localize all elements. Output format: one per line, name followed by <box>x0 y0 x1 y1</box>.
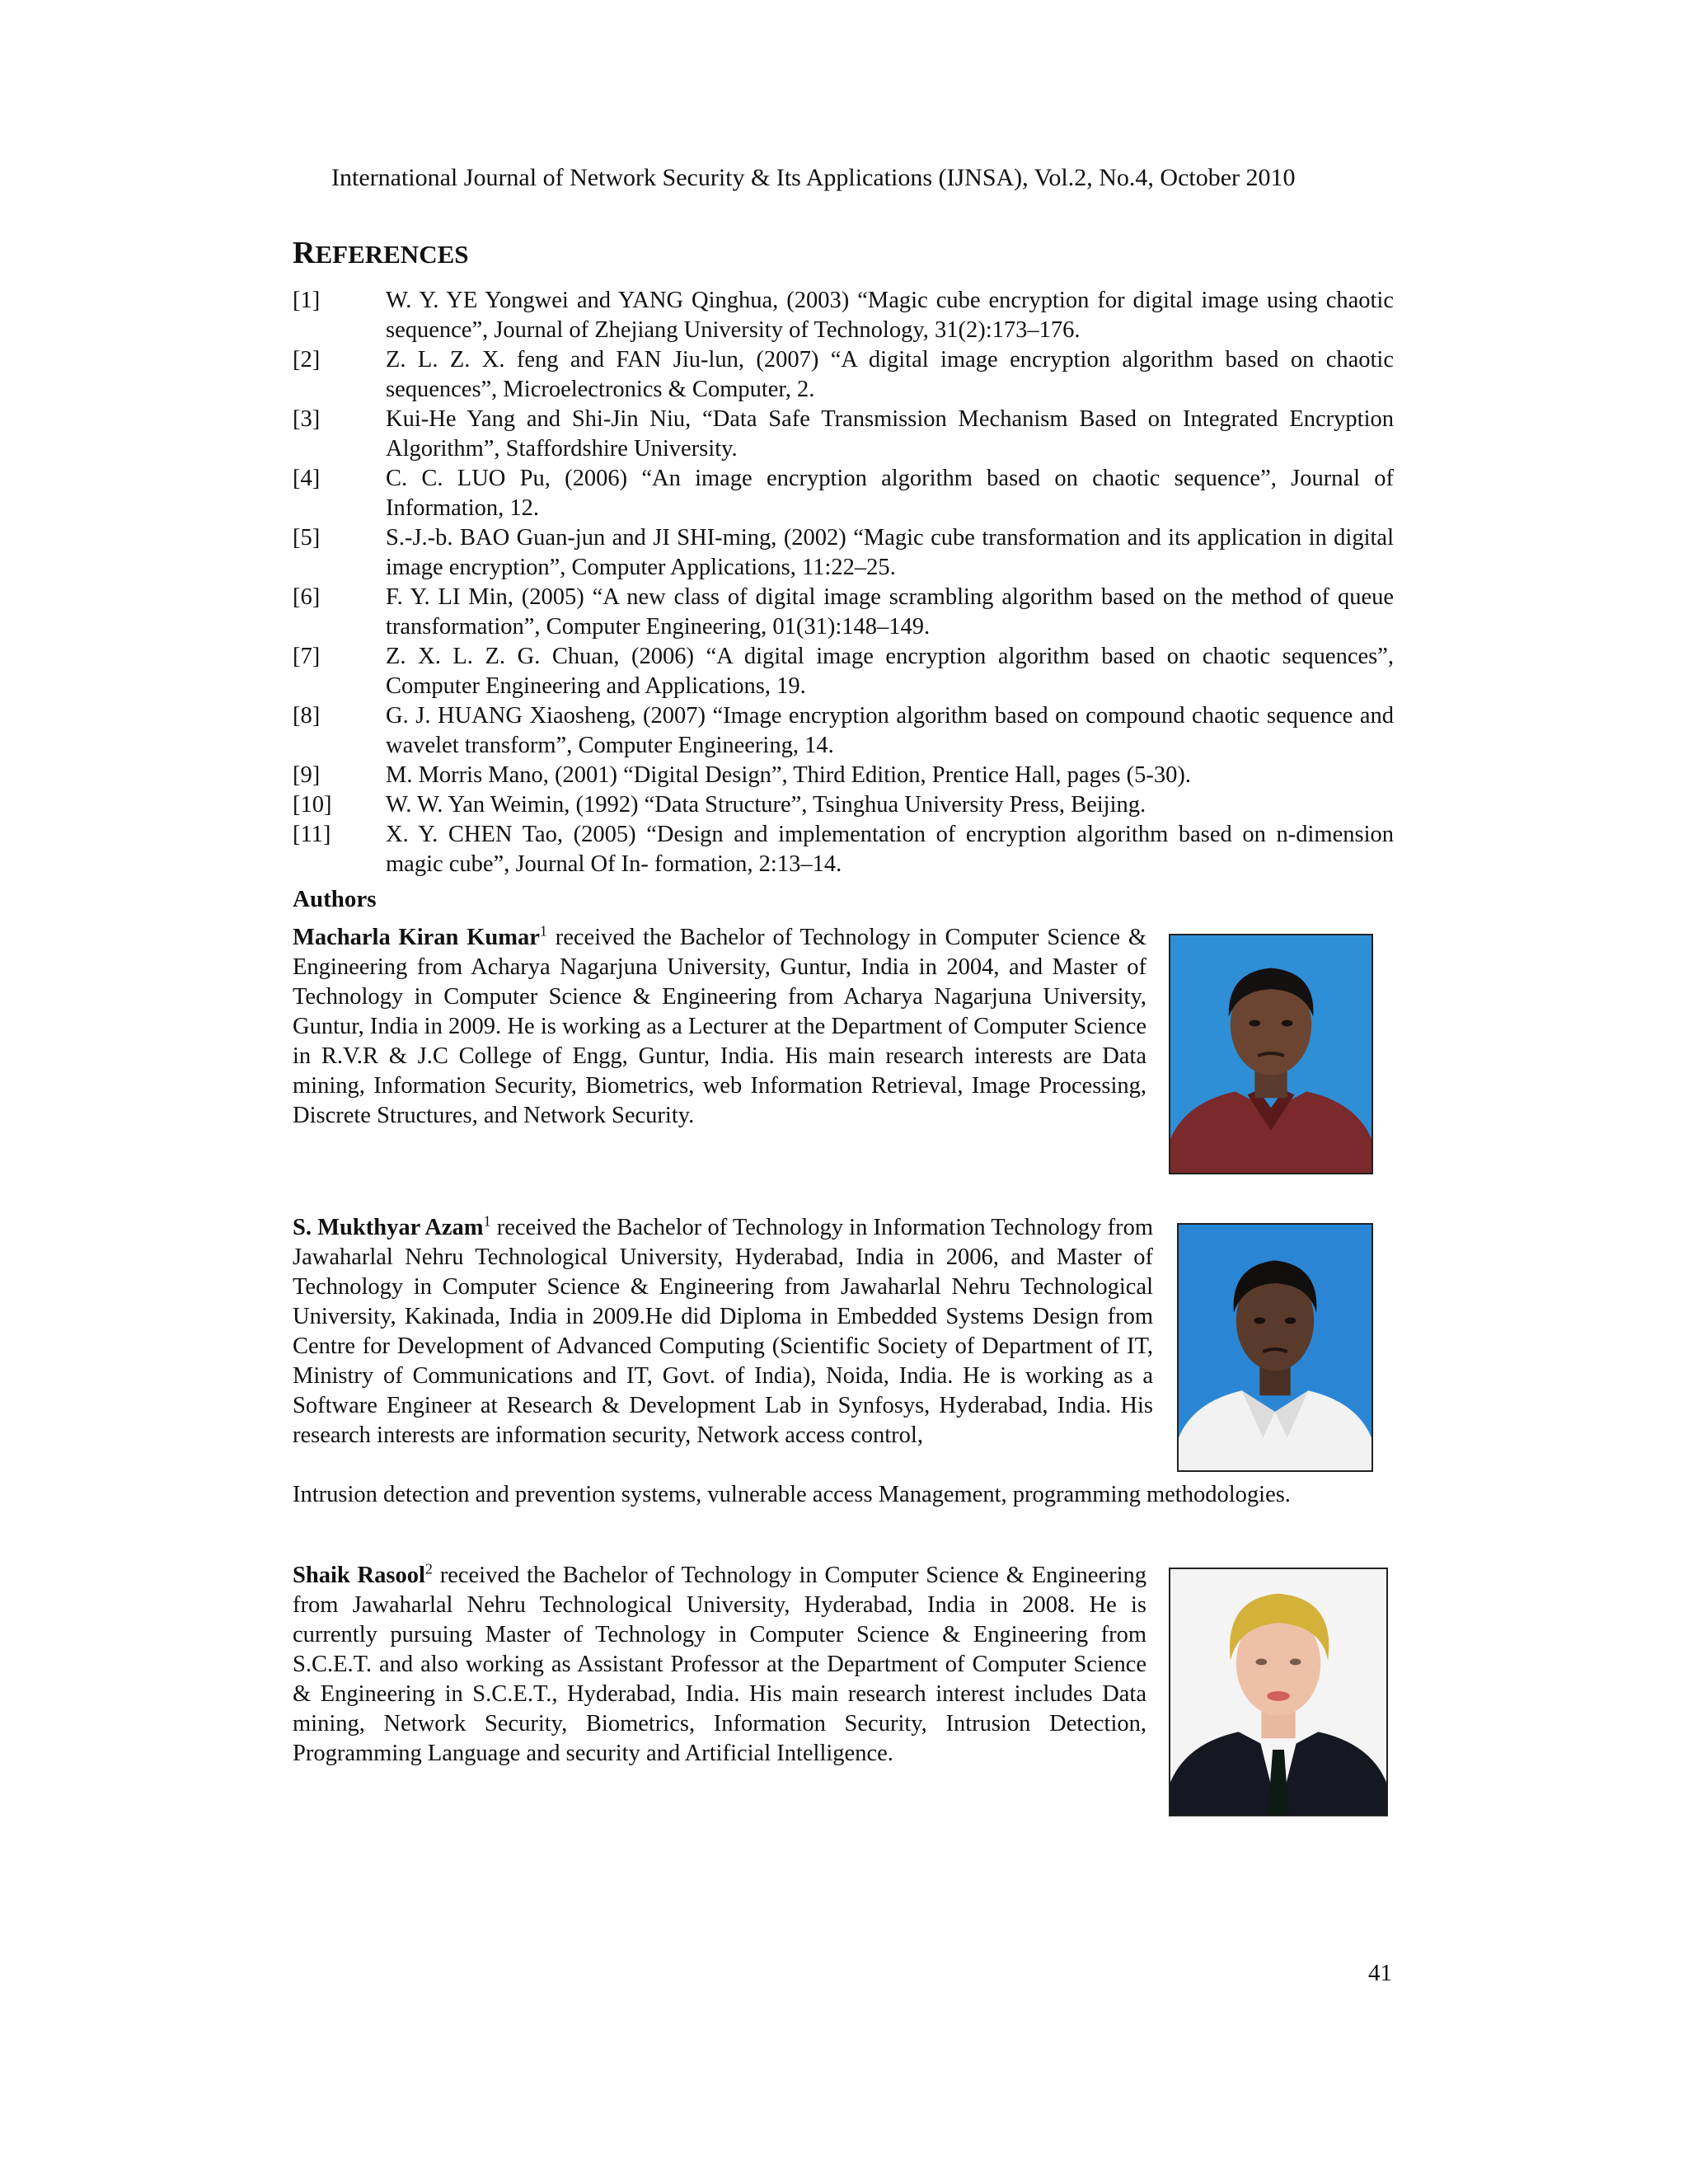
references-heading-initial: R <box>293 236 316 270</box>
portrait-image <box>1170 1569 1386 1815</box>
reference-item <box>293 523 1394 583</box>
reference-text: C. C. LUO Pu, (2006) “An image encryption algorithm based on chaotic sequence”, Journal of Information, 12. <box>386 466 1394 521</box>
reference-text: Kui-He Yang and Shi-Jin Niu, “Data Safe Transmission Mechanism Based on Integrated Encryption Algorithm”, Staffordshire University. <box>386 406 1394 462</box>
references-heading <box>293 232 469 275</box>
reference-number: [7] <box>293 644 321 669</box>
reference-item <box>293 642 1394 701</box>
author-bio-text: received the Bachelor of Technology in Information Technology from Jawaharlal Nehru Technological University, Hyderabad, India in 2006, and Master of Technology in Computer Science & Engineering from Jawaharlal Nehru Technological University, Kakinada, India in 2009.He did Diploma in Embedded Systems Design from Centre for Development of Advanced Computing (Scientific Society of Department of IT, Ministry of Communications and IT, Govt. of India), Noida, India. He is working as a Software Engineer at Research & Development Lab in Synfosys, Hyderabad, India. His research interests are information security, Network access control, <box>293 1215 1154 1448</box>
author-name: Shaik Rasool <box>293 1563 425 1588</box>
portrait-image <box>1179 1225 1372 1470</box>
author-name: Macharla Kiran Kumar <box>293 925 540 950</box>
reference-number: [5] <box>293 525 321 551</box>
author-affiliation-mark: 2 <box>424 1560 433 1577</box>
author-bio-1 <box>293 923 1146 1131</box>
reference-number: [1] <box>293 288 321 313</box>
reference-text: G. J. HUANG Xiaosheng, (2007) “Image encryption algorithm based on compound chaotic sequence and wavelet transform”, Computer Engineering, 14. <box>386 703 1394 758</box>
author-affiliation-mark: 1 <box>539 922 547 940</box>
portrait-image <box>1170 935 1372 1173</box>
reference-number: [2] <box>293 347 321 373</box>
reference-number: [8] <box>293 703 321 729</box>
running-head: International Journal of Network Security & Its Applications (IJNSA), Vol.2, No.4, October 2010 <box>331 164 1296 191</box>
author-bio-text: Intrusion detection and prevention systems, vulnerable access Management, programming methodologies. <box>293 1482 1291 1507</box>
author-affiliation-mark: 1 <box>483 1212 491 1230</box>
author-photo-2 <box>1177 1223 1373 1472</box>
reference-number: [9] <box>293 762 321 788</box>
reference-item <box>293 345 1394 405</box>
reference-number: [4] <box>293 466 321 491</box>
reference-text: S.-J.-b. BAO Guan-jun and JI SHI-ming, (2002) “Magic cube transformation and its application in digital image encryption”, Computer Applications, 11:22–25. <box>386 525 1394 580</box>
reference-item <box>293 701 1394 761</box>
reference-item <box>293 820 1394 879</box>
reference-item <box>293 464 1394 523</box>
reference-text: F. Y. LI Min, (2005) “A new class of digital image scrambling algorithm based on the method of queue transformation”, Computer Engineering, 01(31):148–149. <box>386 584 1394 640</box>
author-bio-2-continued <box>293 1480 1394 1510</box>
authors-heading: Authors <box>293 886 377 912</box>
author-bio-text: received the Bachelor of Technology in Computer Science & Engineering from Jawaharlal Nehru Technological University, Hyderabad, India in 2008. He is currently pursuing Master of Technology in Computer Science & Engineering from S.C.E.T. and also working as Assistant Professor at the Department of Computer Science & Engineering in S.C.E.T., Hyderabad, India. His main research interest includes Data mining, Network Security, Biometrics, Information Security, Intrusion Detection, Programming Language and security and Artificial Intelligence. <box>293 1563 1147 1766</box>
reference-text: X. Y. CHEN Tao, (2005) “Design and implementation of encryption algorithm based on n-dimension magic cube”, Journal Of In- formation, 2:13–14. <box>386 822 1394 877</box>
reference-number: [11] <box>293 822 331 847</box>
author-photo-1 <box>1169 934 1373 1174</box>
reference-item <box>293 583 1394 642</box>
reference-number: [6] <box>293 584 321 610</box>
author-photo-3 <box>1169 1568 1388 1816</box>
reference-text: W. W. Yan Weimin, (1992) “Data Structure”, Tsinghua University Press, Beijing. <box>386 792 1146 818</box>
author-name: S. Mukthyar Azam <box>293 1215 484 1240</box>
reference-text: M. Morris Mano, (2001) “Digital Design”, Third Edition, Prentice Hall, pages (5-30). <box>386 762 1191 788</box>
reference-item <box>293 761 1394 790</box>
reference-item <box>293 405 1394 464</box>
reference-list <box>293 286 1394 879</box>
reference-text: Z. X. L. Z. G. Chuan, (2006) “A digital image encryption algorithm based on chaotic sequences”, Computer Engineering and Applications, 19. <box>386 644 1394 699</box>
references-heading-rest: EFERENCES <box>315 240 469 269</box>
reference-item <box>293 286 1394 345</box>
reference-text: Z. L. Z. X. feng and FAN Jiu-lun, (2007) “A digital image encryption algorithm based on chaotic sequences”, Microelectronics & Computer, 2. <box>386 347 1394 402</box>
author-bio-text: received the Bachelor of Technology in Computer Science & Engineering from Acharya Nagarjuna University, Guntur, India in 2004, and Master of Technology in Computer Science & Engineering from Acharya Nagarjuna University, Guntur, India in 2009. He is working as a Lecturer at the Department of Computer Science in R.V.R & J.C College of Engg, Guntur, India. His main research interests are Data mining, Information Security, Biometrics, web Information Retrieval, Image Processing, Discrete Structures, and Network Security. <box>293 925 1146 1128</box>
reference-number: [3] <box>293 406 321 432</box>
page-number: 41 <box>1368 1960 1392 1986</box>
reference-item <box>293 790 1394 820</box>
author-bio-2 <box>293 1213 1153 1451</box>
reference-text: W. Y. YE Yongwei and YANG Qinghua, (2003) “Magic cube encryption for digital image using chaotic sequence”, Journal of Zhejiang University of Technology, 31(2):173–176. <box>386 288 1394 343</box>
reference-number: [10] <box>293 792 332 818</box>
author-bio-3 <box>293 1561 1146 1769</box>
